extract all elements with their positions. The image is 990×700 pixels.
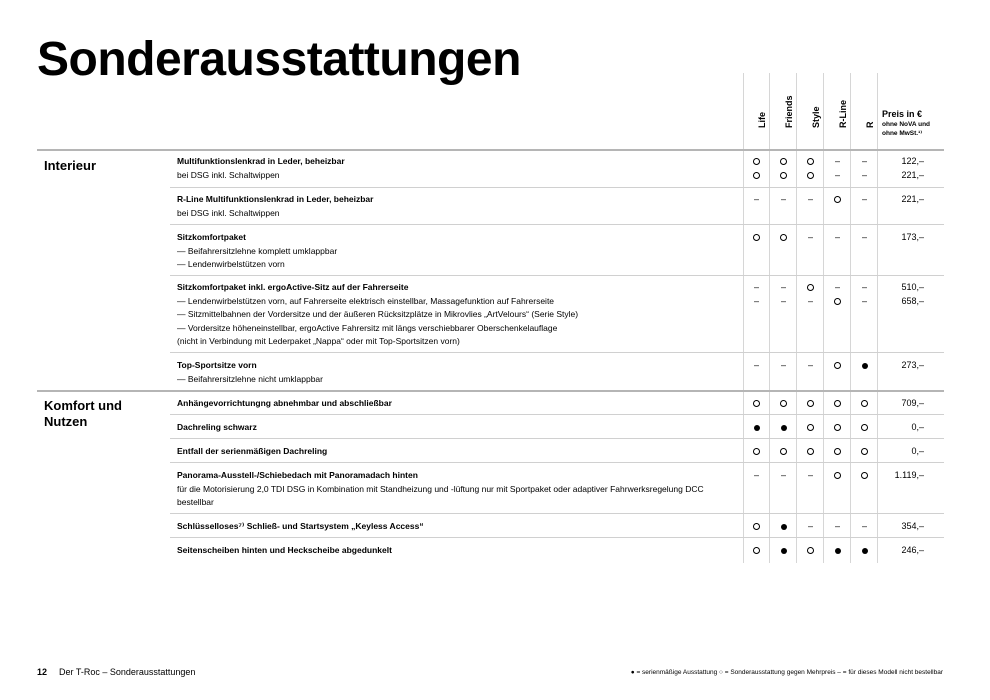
mark-cell: – — [753, 470, 759, 480]
mark-cell — [770, 421, 797, 435]
row-divider — [170, 187, 944, 188]
mark-cell — [797, 155, 824, 169]
row-divider — [170, 513, 944, 514]
price-value: 221,– — [901, 169, 924, 180]
price-value: 0,– — [911, 446, 924, 456]
mark-cell: – — [834, 282, 840, 292]
mark-cell: – — [834, 521, 840, 531]
mark-cell: – — [753, 194, 759, 204]
table-row: Entfall der serienmäßigen Dachreling — [177, 446, 328, 456]
price-value: 354,– — [901, 521, 924, 531]
column-divider — [769, 73, 770, 563]
mark-cell — [824, 295, 851, 309]
table-row: Schlüsselloses⁷⁾ Schließ- und Startsystem „Keyless Access“ — [177, 521, 424, 531]
price-value: 0,– — [911, 422, 924, 432]
column-divider — [743, 73, 744, 563]
table-row: Sitzkomfortpaket — Beifahrersitzlehne komplett umklappbar — Lendenwirbelstützen vorn — [177, 232, 338, 269]
mark-cell — [797, 169, 824, 183]
price-value: 173,– — [901, 232, 924, 242]
page-title: Sonderausstattungen — [37, 33, 521, 86]
mark-cell: – — [807, 470, 813, 480]
row-divider — [170, 438, 944, 439]
mark-cell: – — [861, 156, 867, 166]
mark-cell — [770, 397, 797, 411]
column-divider — [823, 73, 824, 563]
mark-cell — [743, 397, 770, 411]
price-value: 221,– — [901, 194, 924, 204]
column-header-life: Life — [756, 111, 767, 128]
mark-cell: – — [753, 295, 759, 306]
price-value: 1.119,– — [894, 470, 924, 480]
price-column-header: Preis in € ohne NoVA und ohne MwSt.¹⁾ — [882, 109, 931, 137]
section-divider — [37, 390, 944, 392]
mark-cell — [797, 281, 824, 295]
mark-cell — [770, 169, 797, 183]
mark-cell — [770, 155, 797, 169]
mark-cell: – — [807, 360, 813, 370]
table-row: Top-Sportsitze vorn — Beifahrersitzlehne nicht umklappbar — [177, 360, 323, 384]
mark-cell: – — [861, 232, 867, 242]
mark-cell — [824, 397, 851, 411]
mark-cell — [743, 231, 770, 245]
mark-cell: – — [753, 360, 759, 370]
mark-cell — [770, 231, 797, 245]
section-interieur: Interieur — [44, 158, 97, 173]
mark-cell — [797, 544, 824, 558]
mark-cell: – — [861, 282, 867, 292]
table-row: R-Line Multifunktionslenkrad in Leder, beheizbar bei DSG inkl. Schaltwippen — [177, 194, 374, 218]
table-row: Sitzkomfortpaket inkl. ergoActive-Sitz auf der Fahrerseite — Lendenwirbelstützen vorn, auf Fahrerseite elektrisch einstellbar, Massagefunktion auf Fahrerseite — Sitzmittelbahnen der Vordersitze und der äußeren Rücksitzplätze in Mikrovlies „ArtVelours“ (Serie Style) — Vordersitze höheneinstellbar, ergoActive Fahrersitz mit längs verschiebbarer Oberschenkelauflage (nicht in Verbindung mit Lederpaket „Nappa“ oder mit Top-Sportsitzen vorn) — [177, 282, 579, 346]
table-row: Multifunktionslenkrad in Leder, beheizbar bei DSG inkl. Schaltwippen — [177, 156, 345, 180]
price-value: 273,– — [901, 360, 924, 370]
mark-cell: – — [780, 360, 786, 370]
table-row: Anhängevorrichtungng abnehmbar und abschließbar — [177, 398, 392, 408]
price-value: 658,– — [901, 295, 924, 306]
row-divider — [170, 224, 944, 225]
column-header-rline: R-Line — [837, 100, 848, 128]
mark-cell — [743, 520, 770, 534]
row-divider — [170, 414, 944, 415]
mark-cell: – — [861, 295, 867, 306]
mark-cell — [770, 445, 797, 459]
column-header-style: Style — [810, 106, 821, 128]
page-number: 12 — [37, 667, 48, 677]
column-divider — [796, 73, 797, 563]
column-header-friends: Friends — [783, 95, 794, 128]
mark-cell: – — [834, 156, 840, 166]
mark-cell: – — [780, 295, 786, 306]
mark-cell: – — [807, 194, 813, 204]
mark-cell — [770, 544, 797, 558]
mark-cell — [770, 520, 797, 534]
price-value: 122,– — [901, 156, 924, 166]
mark-cell: – — [861, 521, 867, 531]
mark-cell — [797, 397, 824, 411]
legend: ● = serienmäßige Ausstattung ○ = Sonderausstattung gegen Mehrpreis – = für dieses Modell nicht bestellbar — [630, 669, 943, 676]
row-divider — [170, 352, 944, 353]
mark-cell — [743, 544, 770, 558]
table-row: Dachreling schwarz — [177, 422, 257, 432]
column-divider — [877, 73, 878, 563]
mark-cell — [824, 445, 851, 459]
mark-cell: – — [807, 232, 813, 242]
price-value: 510,– — [901, 282, 924, 292]
mark-cell — [824, 193, 851, 207]
row-divider — [170, 462, 944, 463]
mark-cell — [824, 544, 851, 558]
mark-cell — [824, 469, 851, 483]
page-footer — [37, 667, 195, 677]
mark-cell: – — [861, 169, 867, 180]
footer-text: Der T-Roc – Sonderausstattungen — [59, 667, 196, 677]
section-komfort-und-nutzen: Komfort und Nutzen — [44, 398, 122, 429]
mark-cell — [743, 421, 770, 435]
table-row: Panorama-Ausstell-/Schiebedach mit Panoramadach hinten für die Motorisierung 2,0 TDI DSG in Kombination mit Standheizung und -lüftung nur mit Sportpaket oder adaptiver Fahrwerksregelung DCC bestellbar — [177, 470, 704, 507]
mark-cell — [743, 155, 770, 169]
mark-cell — [743, 445, 770, 459]
mark-cell — [824, 359, 851, 373]
mark-cell: – — [861, 194, 867, 204]
mark-cell — [797, 445, 824, 459]
mark-cell: – — [807, 295, 813, 306]
mark-cell: – — [780, 194, 786, 204]
price-value: 246,– — [901, 545, 924, 555]
mark-cell: – — [834, 232, 840, 242]
mark-cell: – — [780, 470, 786, 480]
mark-cell — [743, 169, 770, 183]
row-divider — [170, 537, 944, 538]
mark-cell: – — [807, 521, 813, 531]
price-value: 709,– — [901, 398, 924, 408]
mark-cell — [797, 421, 824, 435]
column-header-r: R — [864, 121, 875, 128]
mark-cell — [824, 421, 851, 435]
column-divider — [850, 73, 851, 563]
mark-cell: – — [834, 169, 840, 180]
header-rule — [37, 149, 944, 151]
row-divider — [170, 275, 944, 276]
mark-cell: – — [780, 282, 786, 292]
table-row: Seitenscheiben hinten und Heckscheibe abgedunkelt — [177, 545, 392, 555]
mark-cell: – — [753, 282, 759, 292]
